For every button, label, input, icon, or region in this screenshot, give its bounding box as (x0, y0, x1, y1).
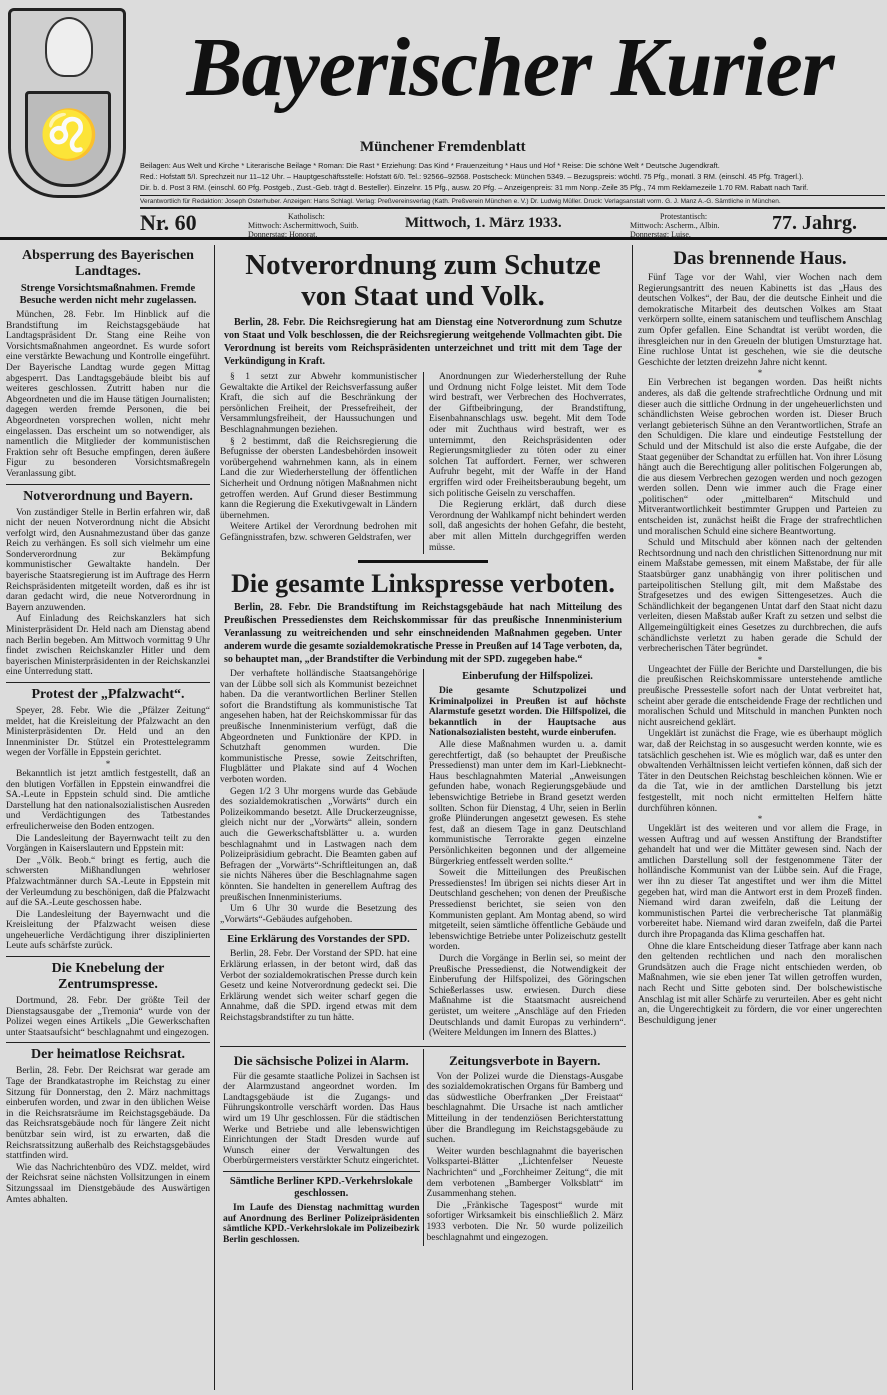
masthead (0, 0, 887, 240)
article-body: Wie das Nachrichtenbüro des VDZ. meldet, wird der Reichsrat seine nächsten Vollsitzungen in einem Sitzungssaal im Dienstgebäude des Auswärtigen Amtes abhalten. (6, 1162, 210, 1205)
article-body: Durch die Vorgänge in Berlin sei, so meint der Preußische Pressedienst, die Notwendigkeit der Einberufung der Hilfspolizei, des Göringschen Schießerlasses usw. erwiesen. Durch diese Maßnahme ist die Staatsmacht ausreichend gerüstet, um weitere „Anschläge auf den Frieden Deutschlands und damit Europas zu verhindern“. (Weitere Meldungen im Innern des Blattes.) (429, 953, 626, 1039)
article-body: Berlin, 28. Febr. Der Reichsrat war gerade am Tage der Brandkatastrophe im Reichstag zu einer Sitzung für Donnerstag, den 2. März nachmittags einberufen worden, und zwar in den üblichen Weise in die Reichsratsräume im Reichstagsgebäude. Da das Reichsratsgebäude noch für längere Zeit nicht benützbar sein wird, ist zu erwarten, daß die Reichsratssitzung außerhalb des Reichstagsgebäudes stattfinden wird. (6, 1066, 210, 1162)
article-body: Ungeklärt ist des weiteren und vor allem die Frage, in wessen Auftrag und auf wessen Anstiftung der Brandstifter gehandelt hat und wer die Mittäter gewesen sind. Nach der amtlichen Darstellung soll der festgenommene Täter der holländische Kommunist van der Lübbe sein. Auf die Frage, wer ihn zu dieser Tat angestiftet und wer ihm die Mittel gegeben hat, wird man die Antwort erst in dem Prozeß finden. Niemand wird daran zweifeln, daß die Leitung der kommunistischen Partei die verbrecherische Tat planmäßig vorbereitet habe. Niemand wird daran zweifeln, daß die Partei durch ihre Propaganda das Klima geschaffen hat. (638, 824, 882, 941)
responsible-editors: Verantwortlich für Redaktion: Joseph Osterhuber. Anzeigen: Hans Schlagl. Verlag: Preßvereinsverlag (Kath. Preßverein München e. V.) Dr. Ludwig Müller. Druck: Verlagsanstalt vorm. G. J. Manz A.-G. Sämtliche in München. (140, 195, 885, 209)
article-body: Um 6 Uhr 30 wurde die Besetzung des „Vorwärts“-Gebäudes aufgehoben. (220, 904, 417, 925)
article-body: § 2 bestimmt, daß die Reichsregierung die Befugnisse der obersten Landesbehörden insoweit vorübergehend wahrnehmen kann, als in einem Land die zur Wiederherstellung der öffentlichen Sicherheit und Ordnung nötigen Maßnahmen nicht getroffen werden. Auf Grund dieser Bestimmung kann die Regierung die Exekutivgewalt in Ländern übernehmen. (220, 436, 417, 521)
article-body: Gegen 1/2 3 Uhr morgens wurde das Gebäude des sozialdemokratischen „Vorwärts“ durch ein Polizeikommando besetzt. Alle Druckerzeugnisse, gleich nicht nur der „Vorwärts“ allein, sondern auch die Gewerkschaftsblätter u. a. wurden beschlagnahmt und in Lastwagen nach dem Polizeipräsidium gebracht. Die Beamten gaben auf Befragen der „Vorwärts“-Schriftleitungen an, daß sie nichts Näheres über die Beschlagnahme sagen könnten. Sie handelten in generellem Auftrag des preußischen Innenministeriums. (220, 786, 417, 903)
article-body: Ungeachtet der Fülle der Berichte und Darstellungen, die bis die preußischen Reichskommissare unterstehende amtliche preußische Pressestelle sofort nach der Untat verbreitet hat, scheint aber gerade die entscheidende Frage der rechtlichen und moralischen Schuld und Mitschuld in manchen Punkten noch nicht ausreichend geklärt. (638, 664, 882, 728)
asterisk-separator: * (105, 758, 111, 769)
right-column (638, 244, 882, 1027)
article-body: Ohne die klare Entscheidung dieser Tatfrage aber kann nach den geltenden rechtlichen und nach den moralischen Grundsätzen auch die Frage nicht entschieden werden, ob Maßnahmen, wie sie eben jener Tat willen getroffen wurden, nach Recht und Sitte geboten sind. Der bolschewistische Anschlag ist mit aller Schärfe zu verurteilen. Aber es geht nicht an, die Ungerechtigkeit zu fördern, die vor einer ungerechten Beschuldigung jener (638, 941, 882, 1026)
pricing-line: Dir. b. d. Post 3 RM. (einschl. 60 Pfg. Postgeb., Zust.-Geb. trägt d. Besteller). Einzelnr. 15 Pfg., ausw. 20 Pfg. – Anzeigenpreis: 31 mm Nonp.-Zeile 35 Pfg., 74 mm Reklamezeile 1.70 RM. Rabatt nach Tarif. (140, 183, 809, 192)
article-divider (220, 929, 417, 930)
article-headline: Notverordnung und Bayern. (23, 488, 193, 504)
article-divider (223, 1171, 420, 1172)
article-body: Der verhaftete holländische Staatsangehörige van der Lübbe soll sich als Kommunist bezeichnet haben. Da die verantwortlichen Berliner Stellen sofort die Brandstiftung als kommunistische Tat angesehen haben, hat der Reichskommissar für das preußische Innenministerium verfügt, daß die Abgeordneten und Funktionäre der KPD. in Schutzhaft genommen wurden. Die kommunistische Presse, sowie Zeitschriften, Flugblätter und Plakate sind auf 4 Wochen verboten worden. (220, 669, 417, 786)
article-body: Alle diese Maßnahmen wurden u. a. damit gerechtfertigt, daß (so behauptet der Preußische Pressedienst) man unter dem im Karl-Liebknecht-Haus beschlagnahmten Material „Anweisungen gefunden habe, wonach Regierungsgebäude und lebenswichtige Betriebe in Brand gesetzt werden sollten. Schon für Dienstag, 4 Uhr, seien in Berlin große Plünderungen angesetzt gewesen. Es stehe fest, daß an diesem Tage in ganz Deutschland kommunistische Terrorakte gegen einzelne Persönlichkeiten begonnen und der allgemeine Bürgerkrieg entfesselt werden sollte.“ (429, 740, 626, 867)
lead-intro (224, 316, 622, 368)
munich-child-emblem (45, 17, 93, 77)
center-column (220, 250, 626, 1246)
article-body: Bekanntlich ist jetzt amtlich festgestellt, daß an den blutigen Vorfällen in Eppstein einwandfrei die SA.-Leute in Eppstein schuld sind. Die amtliche Darstellung hat den nationalsozialistischen Ausreden und Verdächtigungen des Tatbestandes erfreulicherweise den Boden entzogen. (6, 768, 210, 832)
supplements-line: Beilagen: Aus Welt und Kirche * Literarische Beilage * Roman: Die Rast * Erziehung: Das Kind * Frauenzeitung * Haus und Hof * Reise: Die schöne Welt * Deutsche Jugendkraft. (140, 161, 720, 170)
article-body: Von der Polizei wurde die Dienstags-Ausgabe des sozialdemokratischen Organs für Bamberg und das südwestliche Oberfranken „Der Freistaat“ beschlagnahmt. Die Ursache ist nach amtlicher Mitteilung in der tendenziösen Berichterstattung über die Brandlegung im Reichstagsgebäude zu suchen. (426, 1071, 623, 1146)
article-body: Fünf Tage vor der Wahl, vier Wochen nach dem Regierungsantritt des neuen Kabinetts ist das „Haus des deutschen Volkes“, der Bau, der die deutsche Einheit und die demokratische Mitarbeit des deutschen Volkes am Staat verkörpern sollte, einem satanischem und teuflischem Anschlag zum Opfer gefallen. Eine Schandtat ist verübt worden, die ihresgleichen nur in den Greueln der blutigen Umsturztage hat. Eine ruchlose Untat ist geschehen, wie sie die deutsche Geschichte der letzten dreizehn Jahre nicht kennt. (638, 273, 882, 368)
second-columns (220, 669, 626, 1040)
article-divider (6, 484, 210, 485)
article-headline: Protest der „Pfalzwacht“. (31, 687, 185, 702)
article-body: Speyer, 28. Febr. Wie die „Pfälzer Zeitung“ meldet, hat die Kreisleitung der Pfalzwacht an den Ministerpräsidenten Dr. Held und an den Innenminister Dr. Stützel ein Protesttelegramm wegen der Vorfälle in Eppstein gerichtet. (6, 706, 210, 759)
protestant-line: Donnerstag: Luise. (630, 230, 691, 239)
editorial-line: Red.: Hofstatt 5/I. Sprechzeit nur 11–12 Uhr. – Hauptgeschäftsstelle: Hofstatt 6/0. Tel.: 92566–92568. Postscheck: München 5349. – Bezugspreis: wöchtl. 75 Pfg., monatl. 3 RM. (einschl. 45 Pfg. Trägerl.). (140, 172, 804, 181)
section-rule (358, 560, 488, 563)
article-headline: Zeitungsverbote in Bayern. (449, 1052, 601, 1068)
article-body: Weitere Artikel der Verordnung bedrohen mit Gefängnisstrafen, bzw. schweren Geldstrafen, wer (220, 522, 417, 543)
column-divider (632, 245, 633, 1390)
second-article (220, 569, 626, 1040)
newspaper-subtitle: Münchener Fremdenblatt (360, 139, 526, 155)
article-headline: Die Knebelung der Zentrumspresse. (51, 961, 165, 993)
bottom-left-articles (220, 1049, 423, 1247)
article-body: Ein Verbrechen ist begangen worden. Das heißt nichts anderes, als daß die geltende strafrechtliche Ordnung und mit dieser auch die sittliche Ordnung in der ungeheuerlichsten und schändlichsten Weise gebrochen worden ist. Dieser Bruch verlangt gebieterisch Sühne an den Verantwortlichen, Strafe an den Schuldigen. Die klare und eindeutige Feststellung der Schuld und der Mitschuld ist also die erste Aufgabe, die der Staat gegenüber der Schandtat zu erfüllen hat. Von ihrer Lösung hängt auch die Berechtigung aller politischen Folgerungen ab, die aus diesem Verbrechen gezogen werden und noch gezogen werden sollen. Denn wie immer auch die Frage einer „politischen“ oder „mittelbaren“ Mitschuld und Mitverantwortlichkeit bestimmter Gruppen und Parteien zu entscheiden ist, zunächst heißt die Frage der strafrechtlichen und moralischen Schuld eine sichere Beantwortung. (638, 378, 882, 537)
catholic-label: Katholisch: (288, 212, 325, 221)
lead-headline: Notverordnung zum Schutze von Staat und Volk. (245, 249, 601, 312)
article-divider (6, 1042, 210, 1043)
editorial-headline: Das brennende Haus. (673, 248, 847, 269)
article-body: Soweit die Mitteilungen des Preußischen Pressedienstes! Im übrigen sei nichts dieser Art in Deutschland geschehen; von denen der Preußische Pressedienst berichtet, sie seien von den Kommunisten geplant. Am Montag abend, so wird mitgeteilt, seien sämtliche öffentliche Gebäude und lebenswichtige Betriebe unter Polizeischutz gestellt worden. (429, 868, 626, 953)
article-divider (6, 956, 210, 957)
article-body: Weiter wurden beschlagnahmt die bayerischen Volkspartei-Blätter „Lichtenfelser Neueste Nachrichten“ und „Forchheimer Zeitung“, die mit dem verbotenen „Bamberger Volksblatt“ im Zusammenhang stehen. (426, 1146, 623, 1200)
bottom-articles (220, 1046, 626, 1247)
second-headline: Die gesamte Linkspresse verboten. (231, 569, 615, 599)
lead-column (423, 372, 626, 554)
asterisk-separator: * (757, 814, 763, 825)
issue-number: Nr. 60 (140, 210, 197, 235)
lead-columns (220, 372, 626, 554)
article-subheadline: Strenge Vorsichtsmaßnahmen. Fremde Besuche werden nicht mehr zugelassen. (19, 283, 197, 306)
article-body: Auf Einladung des Reichskanzlers hat sich Ministerpräsident Dr. Held nach am Dienstag abend nach Berlin begeben. Am Mittwoch vormittag 9 Uhr findet zwischen Reichskanzler Hitler und dem bayerischen Ministerpräsidenten in der Reichskanzlei eine Unterredung statt. (6, 614, 210, 678)
article-subheadline: Eine Erklärung des Vorstandes der SPD. (227, 934, 410, 946)
article-headline: Absperrung des Bayerischen Landtages. (22, 248, 194, 279)
issue-date: Mittwoch, 1. März 1933. (405, 215, 562, 231)
article-body: Die gesamte Schutzpolizei und Kriminalpolizei in Preußen ist auf höchste Alarmstufe gesetzt worden. Die Hilfspolizei, die bekanntlich in der Hauptsache aus Nationalsozialisten besteht, wurde einberufen. (429, 686, 626, 739)
publisher-info (140, 160, 885, 193)
article-body: § 1 setzt zur Abwehr kommunistischer Gewaltakte die Artikel der Reichsverfassung außer Kraft, die sich auf die Beschränkung der persönlichen Freiheit, der Pressefreiheit, der Versammlungsfreiheit, der Haussuchungen und Beschlagnahmungen beziehen. (220, 372, 417, 435)
article-body: Die Regierung erklärt, daß durch diese Verordnung der Wahlkampf nicht behindert werden soll, daß angesichts der hohen Gefahr, die besteht, aber mit allen Mitteln durchgegriffen werden müsse. (429, 500, 626, 553)
bottom-right-article (423, 1049, 627, 1247)
issue-bar (0, 210, 887, 240)
lead-column (220, 372, 417, 554)
catholic-calendar (248, 212, 359, 239)
article-body: Der „Völk. Beob.“ bringt es fertig, auch die schwersten Mißhandlungen wehrloser Pfalzwachtmänner durch SA.-Leute in Eppstein mit der Verleumdung zu beschönigen, daß die Pfalzwacht auf die SA.-Leute geschossen habe. (6, 855, 210, 909)
lead-article (220, 250, 626, 554)
newspaper-title: Bayerischer Kurier (186, 21, 834, 114)
article-body: Die „Fränkische Tagespost“ wurde mit sofortiger Wirksamkeit bis einschließlich 2. März 1933 verboten. Die Nr. 50 wurde polizeilich beschlagnahmt und eingezogen. (426, 1200, 623, 1243)
article-body: München, 28. Febr. Im Hinblick auf die Brandstiftung im Reichstagsgebäude hat Landtagspräsident Dr. Stang eine Reihe von Vorsichtsmaßnahmen angeordnet. Es wurde sofort eine verstärkte Bewachung und Kontrolle eingeführt. Der Bayerische Landtag wurde gegen Mittag abgesperrt. Das Landtagsgebäude bleibt bis auf weiteres geschlossen. Zutritt haben nur die Abgeordneten und die im Hause tätigen Journalisten; dagegen werden fremde Personen, die bei Abgeordneten vorsprechen wollen, nicht mehr eingelassen. Das erscheint um so notwendiger, als namentlich die Mitglieder der kommunistischen Fraktion sehr oft Besuche empfingen, deren äußere Figur zu besonderen Vorsichtsmaßregeln Veranlassung gibt. (6, 310, 210, 479)
protestant-calendar (630, 212, 720, 239)
second-column (423, 669, 626, 1040)
article-body: Schuld und Mitschuld aber können nach der geltenden Rechtsordnung und nach den christlichen Sittenordnung nur mit einem Maßstabe gemessen, mit einem Maßstabe, der für alle Staatsbürger ganz unabhängig von ihrer politischen und parteipolitischen Stellung gilt, mit dem Maßstabe des Strafgesetzes und des ewigen Sittengesetzes. Auch die Schändlichkeit der begangenen Untat darf den Staat nicht dazu verleiten, diesen Maßstab außer Kraft zu setzen und selbst die Allgemeingültigkeit eines Gesetzes zu durchbrechen, die aufs schändlichste verletzt zu haben gerade die Schuld der verbrecherischen Täter begründet. (638, 538, 882, 655)
lion-icon: ♌ (39, 109, 99, 162)
article-body: Dortmund, 28. Febr. Der größte Teil der Dienstagsausgabe der „Tremonia“ wurde von der Polizei wegen eines Artikels „Die Gewerkschaften unter Staatsaufsicht“ beschlagnahmt und eingezogen. (6, 996, 210, 1038)
second-column (220, 669, 417, 1040)
left-column (6, 244, 210, 1206)
article-headline: Die sächsische Polizei in Alarm. (233, 1052, 409, 1068)
article-divider (6, 682, 210, 683)
article-body: Berlin, 28. Febr. Der Vorstand der SPD. hat eine Erklärung erlassen, in der betont wird, daß das Verbot der sozialdemokratischen Presse durch kein Gesetz und keine Notverordnung gedeckt sei. Die Erklärung wendet sich weiter scharf gegen die Annahme, daß die SPD. irgend etwas mit dem Reichstagsbrandstifter zu tun hätte. (220, 949, 417, 1023)
asterisk-separator: * (757, 368, 763, 379)
article-headline: Der heimatlose Reichsrat. (30, 1047, 186, 1063)
article-subheadline: Einberufung der Hilfspolizei. (462, 671, 593, 683)
second-intro (224, 601, 622, 666)
catholic-line: Mittwoch: Aschermittwoch, Suitb. (248, 221, 359, 230)
protestant-label: Protestantisch: (660, 212, 708, 221)
protestant-line: Mittwoch: Ascherm., Albin. (630, 221, 720, 230)
article-body: Von zuständiger Stelle in Berlin erfahren wir, daß nicht der neuen Notverordnung nicht die Absicht verfolgt wird, den Ausnahmezustand über das ganze Reich zu verhängen. Es soll sich vielmehr um eine Sonderverordnung zur Bekämpfung kommunistischer Gewaltakte handeln. Der bayerische Staatsregierung ist im Auftrage des Herrn Reichspräsidenten mitgeteilt worden, daß es ihr ist daran gedacht wird, die neue Notverordnung in Bayern anzuwenden. (6, 507, 210, 613)
asterisk-separator: * (757, 654, 763, 665)
second-intro-text: Berlin, 28. Febr. Die Brandstiftung im Reichstagsgebäude hat nach Mitteilung des Preußischen Pressedienstes dem Reichskommissar für das preußische Innenministerium Veranlassung zu weitreichenden und sehr einschneidenden Maßnahmen gegeben. Unter anderem wurde die gesamte sozialdemokratische Presse in Preußen auf 14 Tage verboten, da, so behauptet man, „der Brandstifter die Verbindung mit der SPD. zugegeben habe.“ (224, 602, 622, 666)
column-divider (214, 245, 215, 1390)
article-body: Für die gesamte staatliche Polizei in Sachsen ist der Alarmzustand angeordnet worden. Im Landtagsgebäude ist die Zugangs- und Führungskontrolle verschärft worden. Das Haus wird um 19 Uhr geschlossen. Für die städtischen Werke und Betriebe und alle lebenswichtigen Einrichtungen der Stadt Dresden wurde auf Wunsch einer der Verwaltungen des Oberbürgermeisters verstärkter Schutz eingerichtet. (223, 1071, 420, 1167)
catholic-line: Donnerstag: Honorat. (248, 230, 318, 239)
article-body: Die Landesleitung der Bayernwacht und die Kreisleitung der Pfalzwacht weisen diese ungeheuerliche Verdächtigung ihrer disziplinierten Leute aufs schärfste zurück. (6, 909, 210, 952)
article-body: Anordnungen zur Wiederherstellung der Ruhe und Ordnung nicht Folge leistet. Mit dem Tode wird bestraft, wer Verbrechen des Hochverrates, der Giftbeibringung, der Brandstiftung, Eisenbahnanschlags usw. begeht. Mit dem Tode oder mit Zuchthaus wird bestraft, wer es unternimmt, den Reichspräsidenten oder Regierungsmitglieder zu töten oder zu einer solchen Tat auffordert. Ferner, wer schweren Aufruhr begeht, mit der Waffe in der Hand ergriffen wird oder Freiheitsberaubung begeht, um sich politische Geiseln zu verschaffen. (429, 372, 626, 499)
article-body: Ungeklärt ist zunächst die Frage, wie es überhaupt möglich war, daß der Reichstag in so ausgesucht werden konnte, wie es tatsächlich geschehen ist. Wie es möglich war, daß es unter den obwaltenden Verhältnissen leicht vertiefen können, daß sich der Täter in den Deutschen Reichstag beschleichen können. Wie er da die Tat, wie in der amtlichen Darstellung bis jetzt festgestellt, mit noch nicht ermittelten Helfern hätte durchführen können. (638, 729, 882, 814)
coat-of-arms-logo (8, 8, 126, 198)
volume-year: 77. Jahrg. (772, 212, 857, 234)
article-body: Im Laufe des Dienstag nachmittag wurden auf Anordnung des Berliner Polizeipräsidenten sämtliche KPD.-Verkehrslokale im Polizeibezirk Berlin geschlossen. (223, 1203, 420, 1245)
article-subheadline: Sämtliche Berliner KPD.-Verkehrslokale geschlossen. (229, 1176, 413, 1200)
article-body: Die Landesleitung der Bayernwacht teilt zu den Vorgängen in Kaiserslautern und Eppstein mit: (6, 833, 210, 855)
lead-intro-text: Berlin, 28. Febr. Die Reichsregierung hat am Dienstag eine Notverordnung zum Schutze von Staat und Volk beschlossen, die der Reichsregierung weitgehende Vollmachten gibt. Die Verordnung ist bereits vom Reichspräsidenten unterzeichnet und tritt mit dem Tage der Verkündigung in Kraft. (224, 317, 622, 367)
